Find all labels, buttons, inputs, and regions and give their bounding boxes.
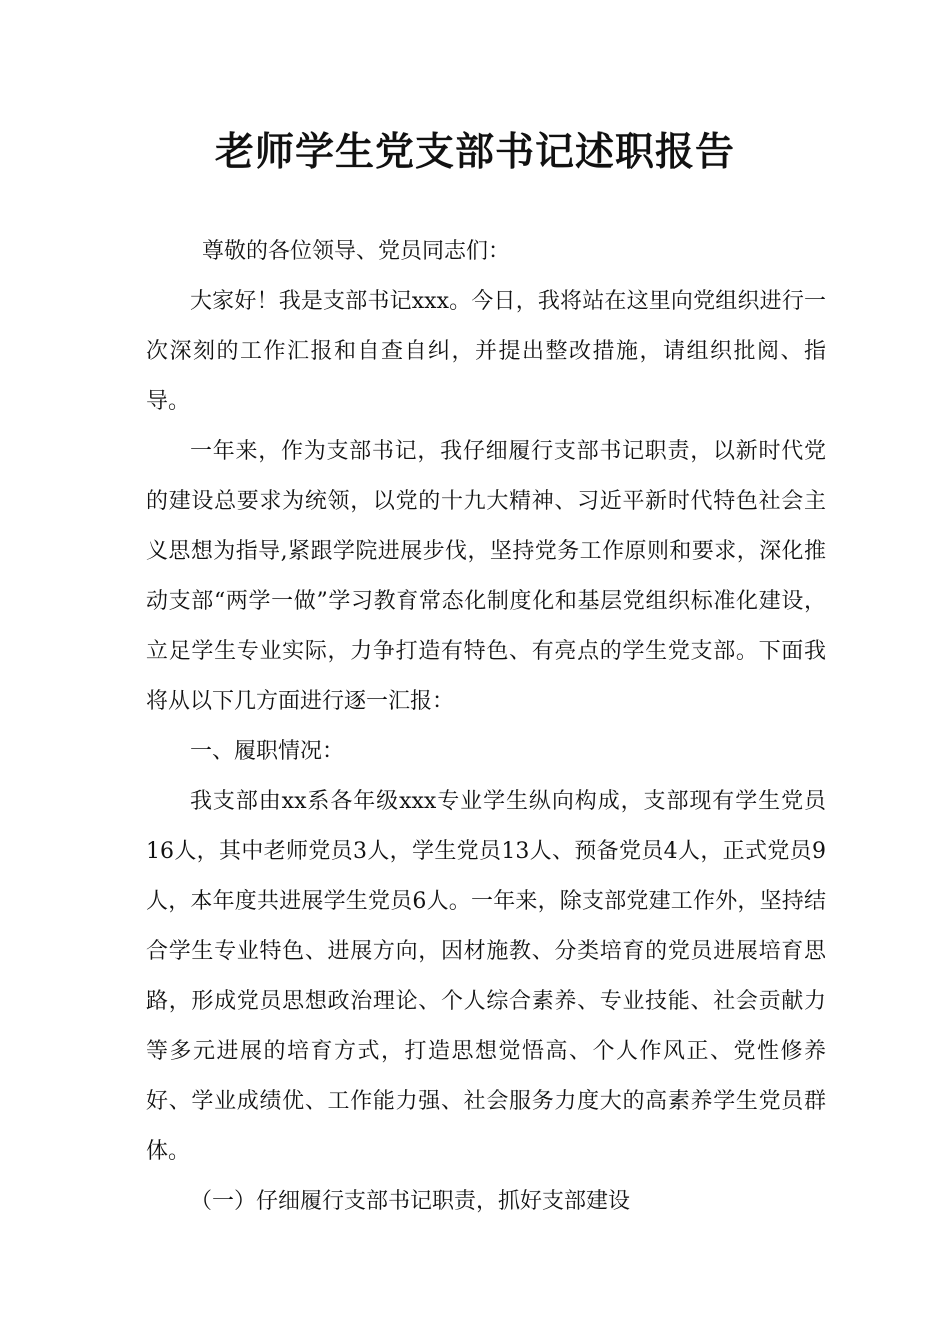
document-title: 老师学生党支部书记述职报告 xyxy=(214,130,735,175)
subsection-heading-1: （一）仔细履行支部书记职责，抓好支部建设 xyxy=(190,1189,631,1214)
salutation: 尊敬的各位领导、党员同志们： xyxy=(202,239,511,264)
document-body xyxy=(146,227,826,1227)
section-heading-1: 一、履职情况： xyxy=(190,739,345,764)
paragraph-overview: 一年来，作为支部书记，我仔细履行支部书记职责，以新时代党的建设总要求为统领，以党的十九大精神、习近平新时代特色社会主义思想为指导,紧跟学院进展步伐，坚持党务工作原则和要求，深化推动支部“两学一做”学习教育常态化制度化和基层党组织标准化建设，立足学生专业实际，力争打造有特色、有亮点的学生党支部。下面我将从以下几方面进行逐一汇报： xyxy=(146,439,826,714)
paragraph-branch-info: 我支部由xx系各年级xxx专业学生纵向构成，支部现有学生党员16人，其中老师党员3人，学生党员13人、预备党员4人，正式党员9人，本年度共进展学生党员6人。一年来，除支部党建工作外，坚持结合学生专业特色、进展方向，因材施教、分类培育的党员进展培育思路，形成党员思想政治理论、个人综合素养、专业技能、社会贡献力等多元进展的培育方式，打造思想觉悟高、个人作风正、党性修养好、学业成绩优、工作能力强、社会服务力度大的高素养学生党员群体。 xyxy=(146,789,826,1164)
paragraph-greeting: 大家好！我是支部书记xxx。今日，我将站在这里向党组织进行一次深刻的工作汇报和自查自纠，并提出整改措施，请组织批阅、指导。 xyxy=(146,289,826,414)
